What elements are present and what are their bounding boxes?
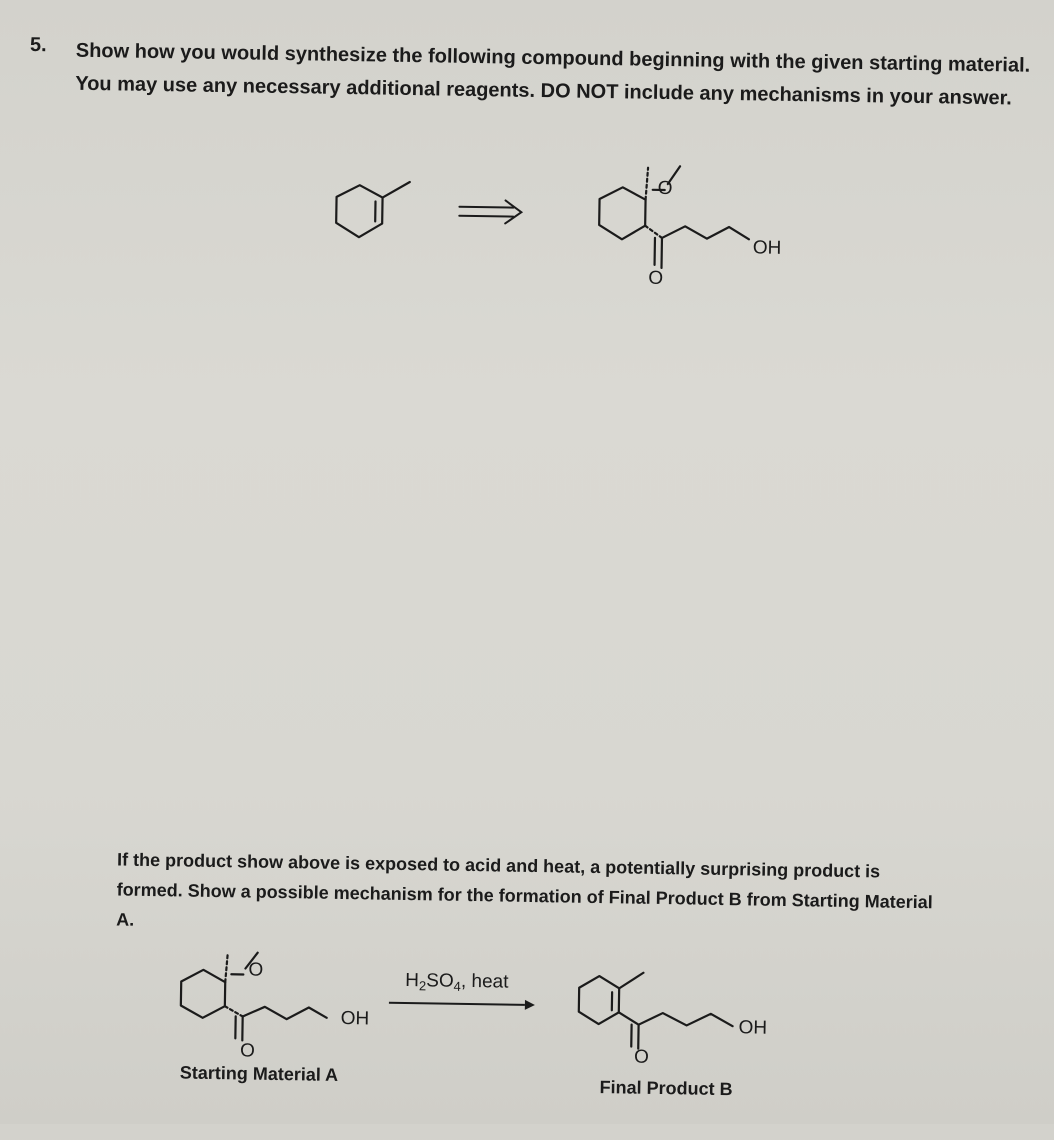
methyl-bond [383,182,410,198]
reagent-heat: , heat [461,971,509,993]
target-carbonyl-oxygen: O [648,268,663,290]
question-number: 5. [30,34,47,57]
cyclohexane-ring [599,187,646,240]
reagent-conditions [405,970,509,995]
wedge-to-oxygen [646,168,649,200]
target-ring-oxygen: O [658,178,673,200]
prompt-text-1: Show how you would synthesize the following compound beginning with the given starting material. You may use any necessary additional reagents. [75,40,1030,102]
part-b-text-3: . [129,910,134,930]
reagent-h: H [405,970,419,991]
part-b-prompt [116,844,937,947]
final-product-ref: Final Product B [609,887,742,909]
final-product-b-label: Final Product B [599,1077,732,1100]
sm-a-ring-oxygen: O [248,960,263,982]
prompt-emphasis: DO NOT [540,80,618,103]
target-hydroxyl: OH [753,237,782,259]
part-b-text-1: If the product show above is exposed to acid and heat, a potentially surprising product is formed. Show a possible mechanism for the formation of [117,849,881,907]
starting-material-a-label: Starting Material A [180,1062,339,1085]
reagent-so: SO [426,970,454,991]
question-prompt [75,35,1036,116]
reaction-arrow [387,996,537,1012]
product-b-hydroxyl: OH [738,1017,767,1039]
sm-a-carbonyl-oxygen: O [240,1040,255,1062]
reagent-sub-4: 4 [453,979,460,994]
retrosynthesis-arrow [455,199,535,230]
reagent-sub-2: 2 [419,978,426,993]
starting-material-ref: Starting Material A [116,890,933,930]
side-chain [662,226,749,239]
cyclohexene-ring [579,976,620,1025]
target-compound-structure [566,158,798,302]
final-product-b-structure [564,954,776,1077]
sm-a-hydroxyl: OH [340,1008,369,1030]
product-b-carbonyl-oxygen: O [634,1047,649,1069]
starting-material-structure [317,165,439,267]
part-b-text-2: from [742,889,792,910]
hash-bond [645,226,662,238]
cyclohexane-ring [181,969,226,1018]
starting-material-a-structure [164,947,366,1070]
prompt-text-2: include any mechanisms in your answer. [618,81,1012,109]
